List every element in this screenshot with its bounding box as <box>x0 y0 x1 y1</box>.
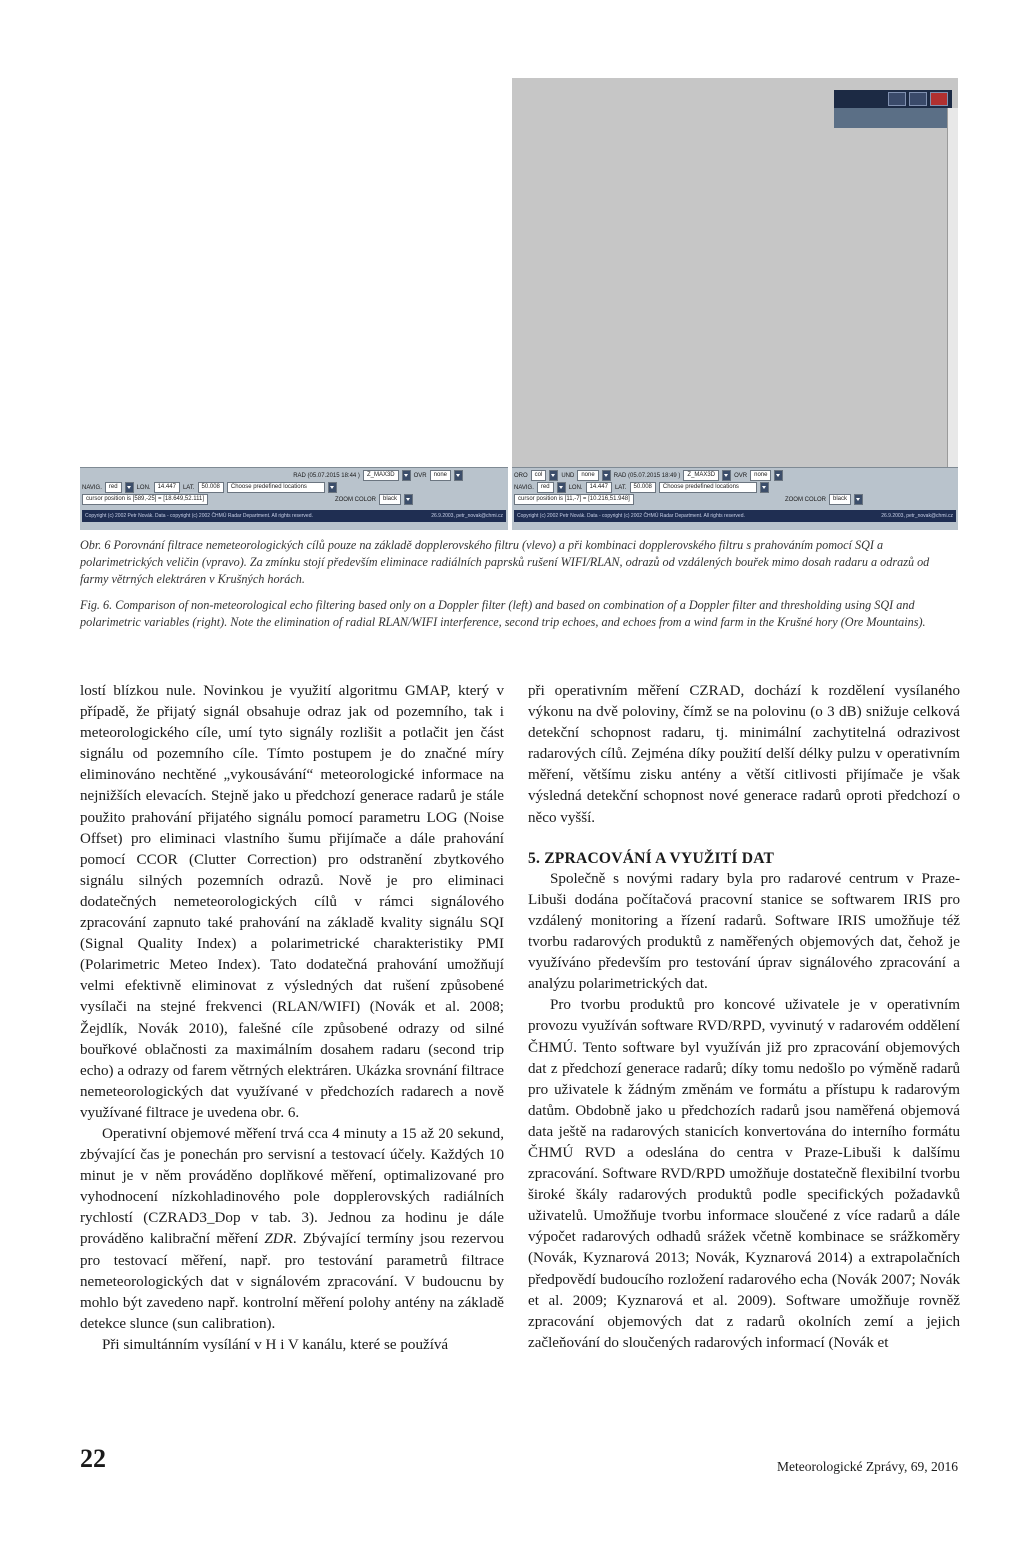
cursor-position: cursor position is [11,-7] = [10.216,51.948] <box>514 494 634 505</box>
paragraph: při operativním měření CZRAD, dochází k rozdělení vysílaného výkonu na dvě poloviny, čímž se na polovinu (o 3 dB) snižuje celková detekční schopnost radaru, tj. minimální zachytitelná odrazivost radarových cílů. Zejména díky použití delší délky pulzu v operativním měření, většímu zisku antény a větší citlivosti přijímače je však výsledná detekční schopnost nové generace radarů oproti předchozí o něco vyšší. <box>528 683 960 826</box>
product-field[interactable]: Z_MAX3D <box>683 470 719 481</box>
navig-dropdown-icon[interactable] <box>125 482 134 493</box>
oro-field[interactable]: col <box>531 470 547 481</box>
minimize-icon[interactable] <box>888 92 906 106</box>
lon-field[interactable]: 14.447 <box>586 482 612 493</box>
radar-panel-left <box>80 78 508 530</box>
text-column-left <box>80 681 504 1356</box>
ovr-label: OVR <box>413 472 427 479</box>
figure-6 <box>80 78 958 530</box>
toolbar-footer <box>514 510 956 522</box>
product-dropdown-icon[interactable] <box>402 470 411 481</box>
toolbar-row-navig <box>82 482 506 493</box>
product-field[interactable]: Z_MAX3D <box>363 470 399 481</box>
ovr-label: OVR <box>734 472 748 479</box>
radar-map-right <box>512 78 958 468</box>
zoom-color-field[interactable]: black <box>829 494 851 505</box>
lat-label: LAT. <box>182 484 195 491</box>
navig-field[interactable]: red <box>105 482 122 493</box>
lon-label: LON. <box>568 484 583 491</box>
und-field[interactable]: none <box>577 470 598 481</box>
figure-caption-czech: Obr. 6 Porovnání filtrace nemeteorologických cílů pouze na základě dopplerovského filtru (vlevo) a při kombinaci dopplerovského filtru s prahováním pomocí SQI a polarimetrických veličin (vpravo). Za zmínku stojí především eliminace radiálních paprsků rušení WIFI/RLAN, odrazů od vzdálených bouřek mimo dosah radaru a odrazů od farmy větrných elektráren v Krušných horách. <box>80 538 930 586</box>
toolbar-icons-strip <box>834 108 952 128</box>
paragraph: lostí blízkou nule. Novinkou je využití algoritmu GMAP, který v případě, že přijatý signál obsahuje odraz jak od pozemního, tak i meteorologického cíle, umí tyto signály rozlišit a potlačit jen část signálu od pozemního cíle. Tímto postupem je do značné míry eliminováno nechtěné „vykousávání“ meteorologické informace na nejnižších elevacích. Stejně jako u předchozí generace radarů je stále použito prahování přijatého signálu pomocí parametru LOG (Noise Offset) pro eliminaci vlastního šumu přijímače a dále prahování pomocí CCOR (Clutter Correction) pro odstranění zbytkového signálu silných pozemních odrazů. Nově je pro eliminaci dodatečných nemeteorologických cílů v rámci signálového zpracování zapnuto také prahování na základě kvality signálu SQI (Signal Quality Index) a polarimetrické charakteristiky PMI (Polarimetric Meteo Index). Tato dodatečná prahování umožňují velmi efektivně eliminovat z výsledných dat rušení způsobené vysílači na stejné frekvenci (RLAN/WIFI) (Novák et al. 2008; Žejdlík, Novák 2010), falešné cíle způsobené odrazy od silné bouřkové oblačnosti za maximálním dosahem radaru (second trip echo) a odrazy od farem větrných elektráren. Ukázka srovnání filtrace nemeteorologických dat využívané v předchozích radarech a nově využívané filtrace je uvedena obr. 6. <box>80 683 504 1121</box>
oro-dropdown-icon[interactable] <box>549 470 558 481</box>
locations-dropdown-icon[interactable] <box>328 482 337 493</box>
zoom-color-field[interactable]: black <box>379 494 401 505</box>
locations-select[interactable]: Choose predefined locations <box>659 482 757 493</box>
text-column-right <box>528 681 960 1354</box>
lon-field[interactable]: 14.447 <box>154 482 180 493</box>
close-icon[interactable] <box>930 92 948 106</box>
toolbar-row-cursor <box>82 494 506 505</box>
lat-field[interactable]: 50.008 <box>198 482 224 493</box>
paragraph: Společně s novými radary byla pro radarové centrum v Praze-Libuši dodána počítačová pracovní stanice se softwarem IRIS pro vzdálený monitoring a řízení radarů. Software IRIS umožňuje též tvorbu radarových produktů z naměřených objemových dat, čehož je využíváno především pro testování úprav signálového zpracování a analýzu polarimetrických dat. <box>528 870 960 993</box>
navig-label: NAVIG. <box>514 484 534 491</box>
und-dropdown-icon[interactable] <box>602 470 611 481</box>
lon-label: LON. <box>136 484 151 491</box>
cursor-position: cursor position is [589,-25] = [18.649,52.111] <box>82 494 208 505</box>
toolbar-row-navig <box>514 482 956 493</box>
zoom-color-label: ZOOM COLOR <box>784 496 826 503</box>
oro-label: ORO <box>514 472 528 479</box>
toolbar-footer <box>82 510 506 522</box>
figure-caption-english: Fig. 6. Comparison of non-meteorological echo filtering based only on a Doppler filter (left) and based on combination of a Doppler filter and thresholding using SQI and polarimetric variables (right). Note the elimination of radial RLAN/WIFI interference, second trip echoes, and echoes from a wind farm in the Krušné hory (Ore Mountains). <box>80 598 926 629</box>
zoom-color-label: ZOOM COLOR <box>334 496 376 503</box>
navig-dropdown-icon[interactable] <box>557 482 566 493</box>
und-label: UND <box>561 472 575 479</box>
paragraph: Pro tvorbu produktů pro koncové uživatele je v operativním provozu využíván software RVD/RPD, vyvinutý v radarovém oddělení ČHMÚ. Tento software byl využíván již pro zpracování objemových dat z předchozí generace radarů; díky tomu nedošlo po výměně radarů pro uživatele k žádným změnám ve formátu a přístupu k radarovým datům. Obdobně jako u předchozích radarů jsou naměřená objemová data ještě na radarových stanicích konvertována do interního formátu ČHMÚ RVD a odeslána do centra v Praze-Libuši k dalšímu zpracování. Software RVD/RPD umožňuje dostatečně flexibilní tvorbu široké škály radarových produktů podle specifických požadavků uživatelů. Umožňuje tvorbu informace sloučené z více radarů a dále výpočet radarových odhadů srážek včetně kombinace se srážkoměry (Novák, Kyznarová 2013; Novák, Kyznarová 2014) a extrapolačních předpovědí budoucího rozložení radarového echa (Novák 2007; Novák et al. 2009; Kyznarová et al. 2009). Software umožňuje rovněž zpracování objemových dat z radarů okolních zemí a jejich začleňování do sloučených radarových informací (Novák et <box>528 997 960 1351</box>
copyright-text: Copyright (c) 2002 Petr Novák. Data - copyright (c) 2002 ČHMÚ Radar Department. All rights reserved. <box>85 513 313 519</box>
vertical-scrollbar[interactable] <box>947 108 958 468</box>
lat-field[interactable]: 50.008 <box>630 482 656 493</box>
zoom-color-dropdown-icon[interactable] <box>854 494 863 505</box>
copyright-text: Copyright (c) 2002 Petr Novák. Data - copyright (c) 2002 ČHMÚ Radar Department. All rights reserved. <box>517 513 745 519</box>
toolbar-right <box>512 467 958 530</box>
ovr-field[interactable]: none <box>430 470 451 481</box>
rad-label: RAD (05.07.2015 18:44 ) <box>293 472 360 479</box>
contact-text: 26.9.2003, petr_novak@chmi.cz <box>881 513 953 519</box>
navig-field[interactable]: red <box>537 482 554 493</box>
zoom-color-dropdown-icon[interactable] <box>404 494 413 505</box>
radar-map-left <box>80 78 508 468</box>
ovr-dropdown-icon[interactable] <box>774 470 783 481</box>
page-number: 22 <box>80 1444 106 1473</box>
navig-label: NAVIG. <box>82 484 102 491</box>
window-titlebar <box>834 90 952 108</box>
ovr-dropdown-icon[interactable] <box>454 470 463 481</box>
section-heading: 5. ZPRACOVÁNÍ A VYUŽITÍ DAT <box>528 849 775 867</box>
zdr-term: ZDR <box>264 1231 293 1248</box>
lat-label: LAT. <box>614 484 627 491</box>
toolbar-row-cursor <box>514 494 956 505</box>
paragraph: Operativní objemové měření trvá cca 4 minuty a 15 až 20 sekund, zbývající čas je ponechán pro servisní a testovací účely. Každých 10 minut je v něm prováděno doplňkové měření, optimalizované pro vyhodnocení nízkohladinového pole dopplerovských radiálních rychlostí (CZRAD3_Dop v tab. 3). Jednou za hodinu je dále prováděno kalibrační měření ZDR. Zbývající termíny jsou rezervou pro testovací měření, např. pro testování parametrů filtrace nemeteorologických dat v signálovém zpracování. V budoucnu by mohlo být zavedeno např. kontrolní měření polohy antény na základě detekce slunce (sun calibration). <box>80 1125 504 1332</box>
radar-panel-right <box>512 78 958 530</box>
paragraph: Při simultánním vysílání v H i V kanálu, které se používá <box>102 1336 449 1353</box>
locations-select[interactable]: Choose predefined locations <box>227 482 325 493</box>
journal-footer: Meteorologické Zprávy, 69, 2016 <box>777 1459 958 1474</box>
rad-label: RAD (05.07.2015 18:49 ) <box>613 472 681 479</box>
locations-dropdown-icon[interactable] <box>760 482 769 493</box>
ovr-field[interactable]: none <box>750 470 771 481</box>
maximize-icon[interactable] <box>909 92 927 106</box>
product-dropdown-icon[interactable] <box>722 470 731 481</box>
toolbar-left <box>80 467 508 530</box>
toolbar-row-product <box>82 470 506 481</box>
contact-text: 26.9.2003, petr_novak@chmi.cz <box>431 513 503 519</box>
toolbar-row-product <box>514 470 956 481</box>
